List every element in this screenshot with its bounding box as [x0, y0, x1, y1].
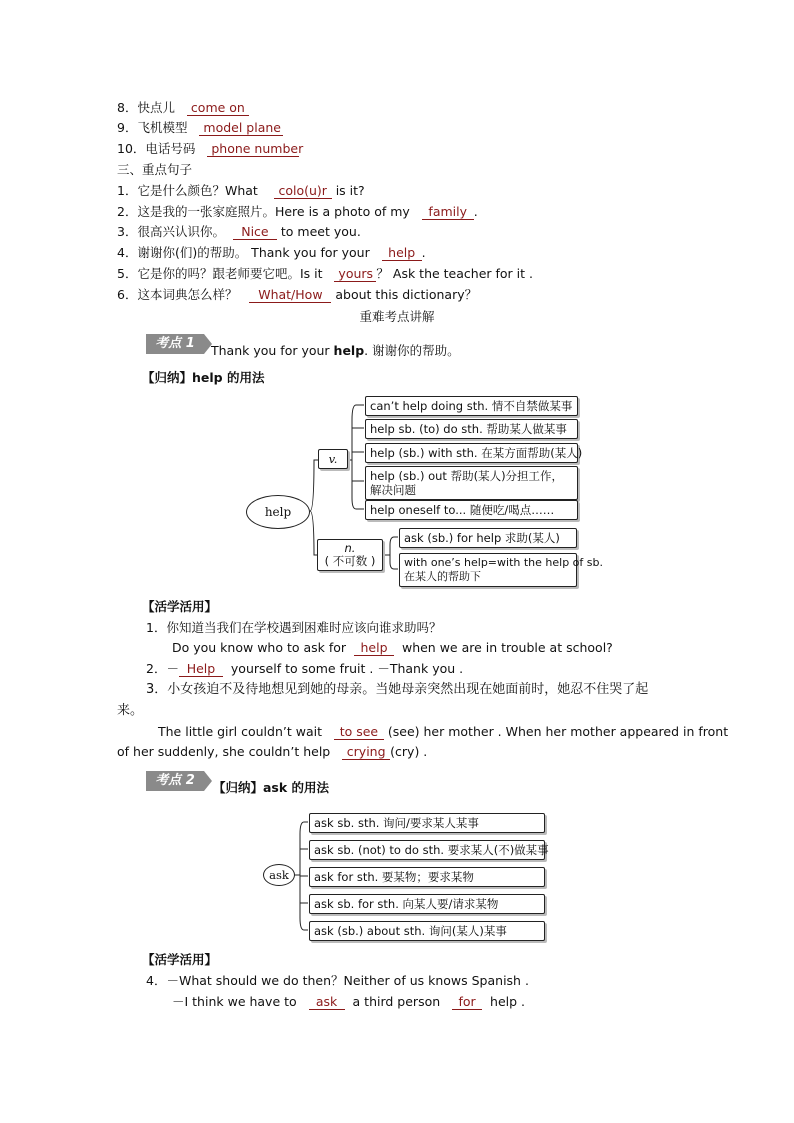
question-4-line-1: 4．－What should we do then？Neither of us knows Spanish . — [146, 973, 529, 988]
ask-item-1: ask sb. sth. 询问/要求某人某事 — [309, 813, 545, 833]
answer-blank: What/How — [249, 288, 331, 303]
sentence-keyword: help — [333, 343, 365, 358]
sentence-suffix: . — [421, 245, 426, 260]
noun-uncountable-label: ( 不可数 ) — [324, 554, 376, 568]
sentence-suffix: help . — [490, 994, 525, 1009]
sentence-suffix: ？ Ask the teacher for it . — [376, 266, 533, 281]
question-1-chinese: 1．你知道当我们在学校遇到困难时应该向谁求助吗？ — [146, 620, 442, 635]
answer-blank: come on — [187, 101, 249, 116]
question-3-chinese-line-1: 3．小女孩迫不及待地想见到她的母亲。当她母亲突然出现在她面前时，她忍不住哭了起 — [146, 682, 649, 697]
item-line-1: with one’s help=with the help of sb. — [404, 556, 603, 569]
item-chinese: 快点儿 — [137, 100, 175, 115]
point-2-badge: 考点 2 — [146, 771, 204, 791]
answer-blank: Nice — [233, 225, 277, 240]
item-line-1: help (sb.) out 帮助(某人)分担工作， — [370, 469, 564, 483]
sentence-prefix: 3．很高兴认识你。 — [117, 224, 225, 239]
point-2-summary: 【归纳】ask 的用法 — [213, 780, 330, 795]
ask-root-node: ask — [263, 864, 295, 886]
practice-title-2: 【活学活用】 — [142, 952, 218, 967]
item-chinese: 电话号码 — [145, 141, 196, 156]
sentence-suffix: yourself to some fruit . －Thank you . — [230, 661, 464, 676]
sentence-suffix: . — [473, 204, 478, 219]
answer-blank: family — [422, 205, 474, 220]
sentence-prefix: －I think we have to — [172, 994, 297, 1009]
question-3-chinese-line-2: 来。 — [117, 703, 144, 718]
item-chinese: 飞机模型 — [137, 120, 188, 135]
help-verb-item-1: can’t help doing sth. 情不自禁做某事 — [365, 396, 578, 416]
help-verb-item-5: help oneself to... 随便吃/喝点…… — [365, 500, 578, 520]
item-number: 10． — [117, 141, 146, 156]
answer-blank: yours — [334, 267, 376, 282]
answer-blank: help — [382, 246, 422, 261]
help-root-node: help — [246, 495, 310, 529]
help-verb-item-2: help sb. (to) do sth. 帮助某人做某事 — [365, 419, 578, 439]
answer-blank: to see — [334, 725, 384, 740]
sentence-prefix: The little girl couldn’t wait — [158, 724, 322, 739]
noun-label: n. — [344, 541, 356, 555]
sentence-suffix: . 谢谢你的帮助。 — [364, 343, 460, 358]
sentence-suffix: about this dictionary？ — [335, 287, 478, 302]
point-1-badge: 考点 1 — [146, 334, 204, 354]
ask-item-5: ask (sb.) about sth. 询问(某人)某事 — [309, 921, 545, 941]
help-verb-item-3: help (sb.) with sth. 在某方面帮助(某人) — [365, 443, 578, 463]
item-line-2: 解决问题 — [370, 483, 416, 497]
sentence-suffix: (cry) . — [390, 744, 428, 759]
item-number: 8． — [117, 100, 138, 115]
sentence-prefix: 6．这本词典怎么样？ — [117, 287, 238, 302]
point-1-summary: 【归纳】help 的用法 — [142, 370, 265, 385]
ask-item-4: ask sb. for sth. 向某人要/请求某物 — [309, 894, 545, 914]
question-4-line-2 — [172, 993, 525, 1011]
sentence-prefix: Do you know who to ask for — [172, 640, 347, 655]
answer-blank: for — [452, 995, 482, 1010]
ask-item-2: ask sb. (not) to do sth. 要求某人(不)做某事 — [309, 840, 545, 860]
answer-blank: phone number — [207, 142, 299, 157]
sentence-middle: (see) her mother . When her mother appeared in front — [387, 724, 729, 739]
sentence-suffix: when we are in trouble at school? — [401, 640, 613, 655]
sentence-suffix: is it? — [335, 183, 365, 198]
sentence-suffix: to meet you. — [280, 224, 361, 239]
ask-branches — [300, 822, 308, 930]
sentence-prefix: Thank you for your — [211, 343, 334, 358]
sentence-prefix: 5．它是你的吗？跟老师要它吧。Is it — [117, 266, 323, 281]
sentence-prefix: 4．谢谢你(们)的帮助。 Thank you for your — [117, 245, 370, 260]
section-title: 三、重点句子 — [117, 162, 193, 177]
answer-blank: model plane — [199, 121, 283, 136]
sentence-middle: a third person — [352, 994, 441, 1009]
answer-blank: help — [354, 641, 394, 656]
answer-blank: crying — [342, 745, 390, 760]
answer-blank: Help — [179, 662, 223, 677]
verb-node: v. — [318, 449, 348, 469]
sentence-prefix: 2．－ — [146, 661, 179, 676]
sentence-prefix: of her suddenly, she couldn’t help — [117, 744, 331, 759]
sentence-prefix: 2．这是我的一张家庭照片。Here is a photo of my — [117, 204, 410, 219]
answer-blank: colo(u)r — [274, 184, 332, 199]
ask-item-3: ask for sth. 要某物；要求某物 — [309, 867, 545, 887]
item-number: 9． — [117, 120, 138, 135]
item-line-2: 在某人的帮助下 — [404, 570, 481, 583]
answer-blank: ask — [309, 995, 345, 1010]
sentence-prefix: 1．它是什么颜色？What — [117, 183, 258, 198]
practice-title-1: 【活学活用】 — [142, 599, 218, 614]
help-noun-item-1: ask (sb.) for help 求助(某人) — [399, 528, 577, 548]
key-points-heading: 重难考点讲解 — [359, 309, 435, 324]
